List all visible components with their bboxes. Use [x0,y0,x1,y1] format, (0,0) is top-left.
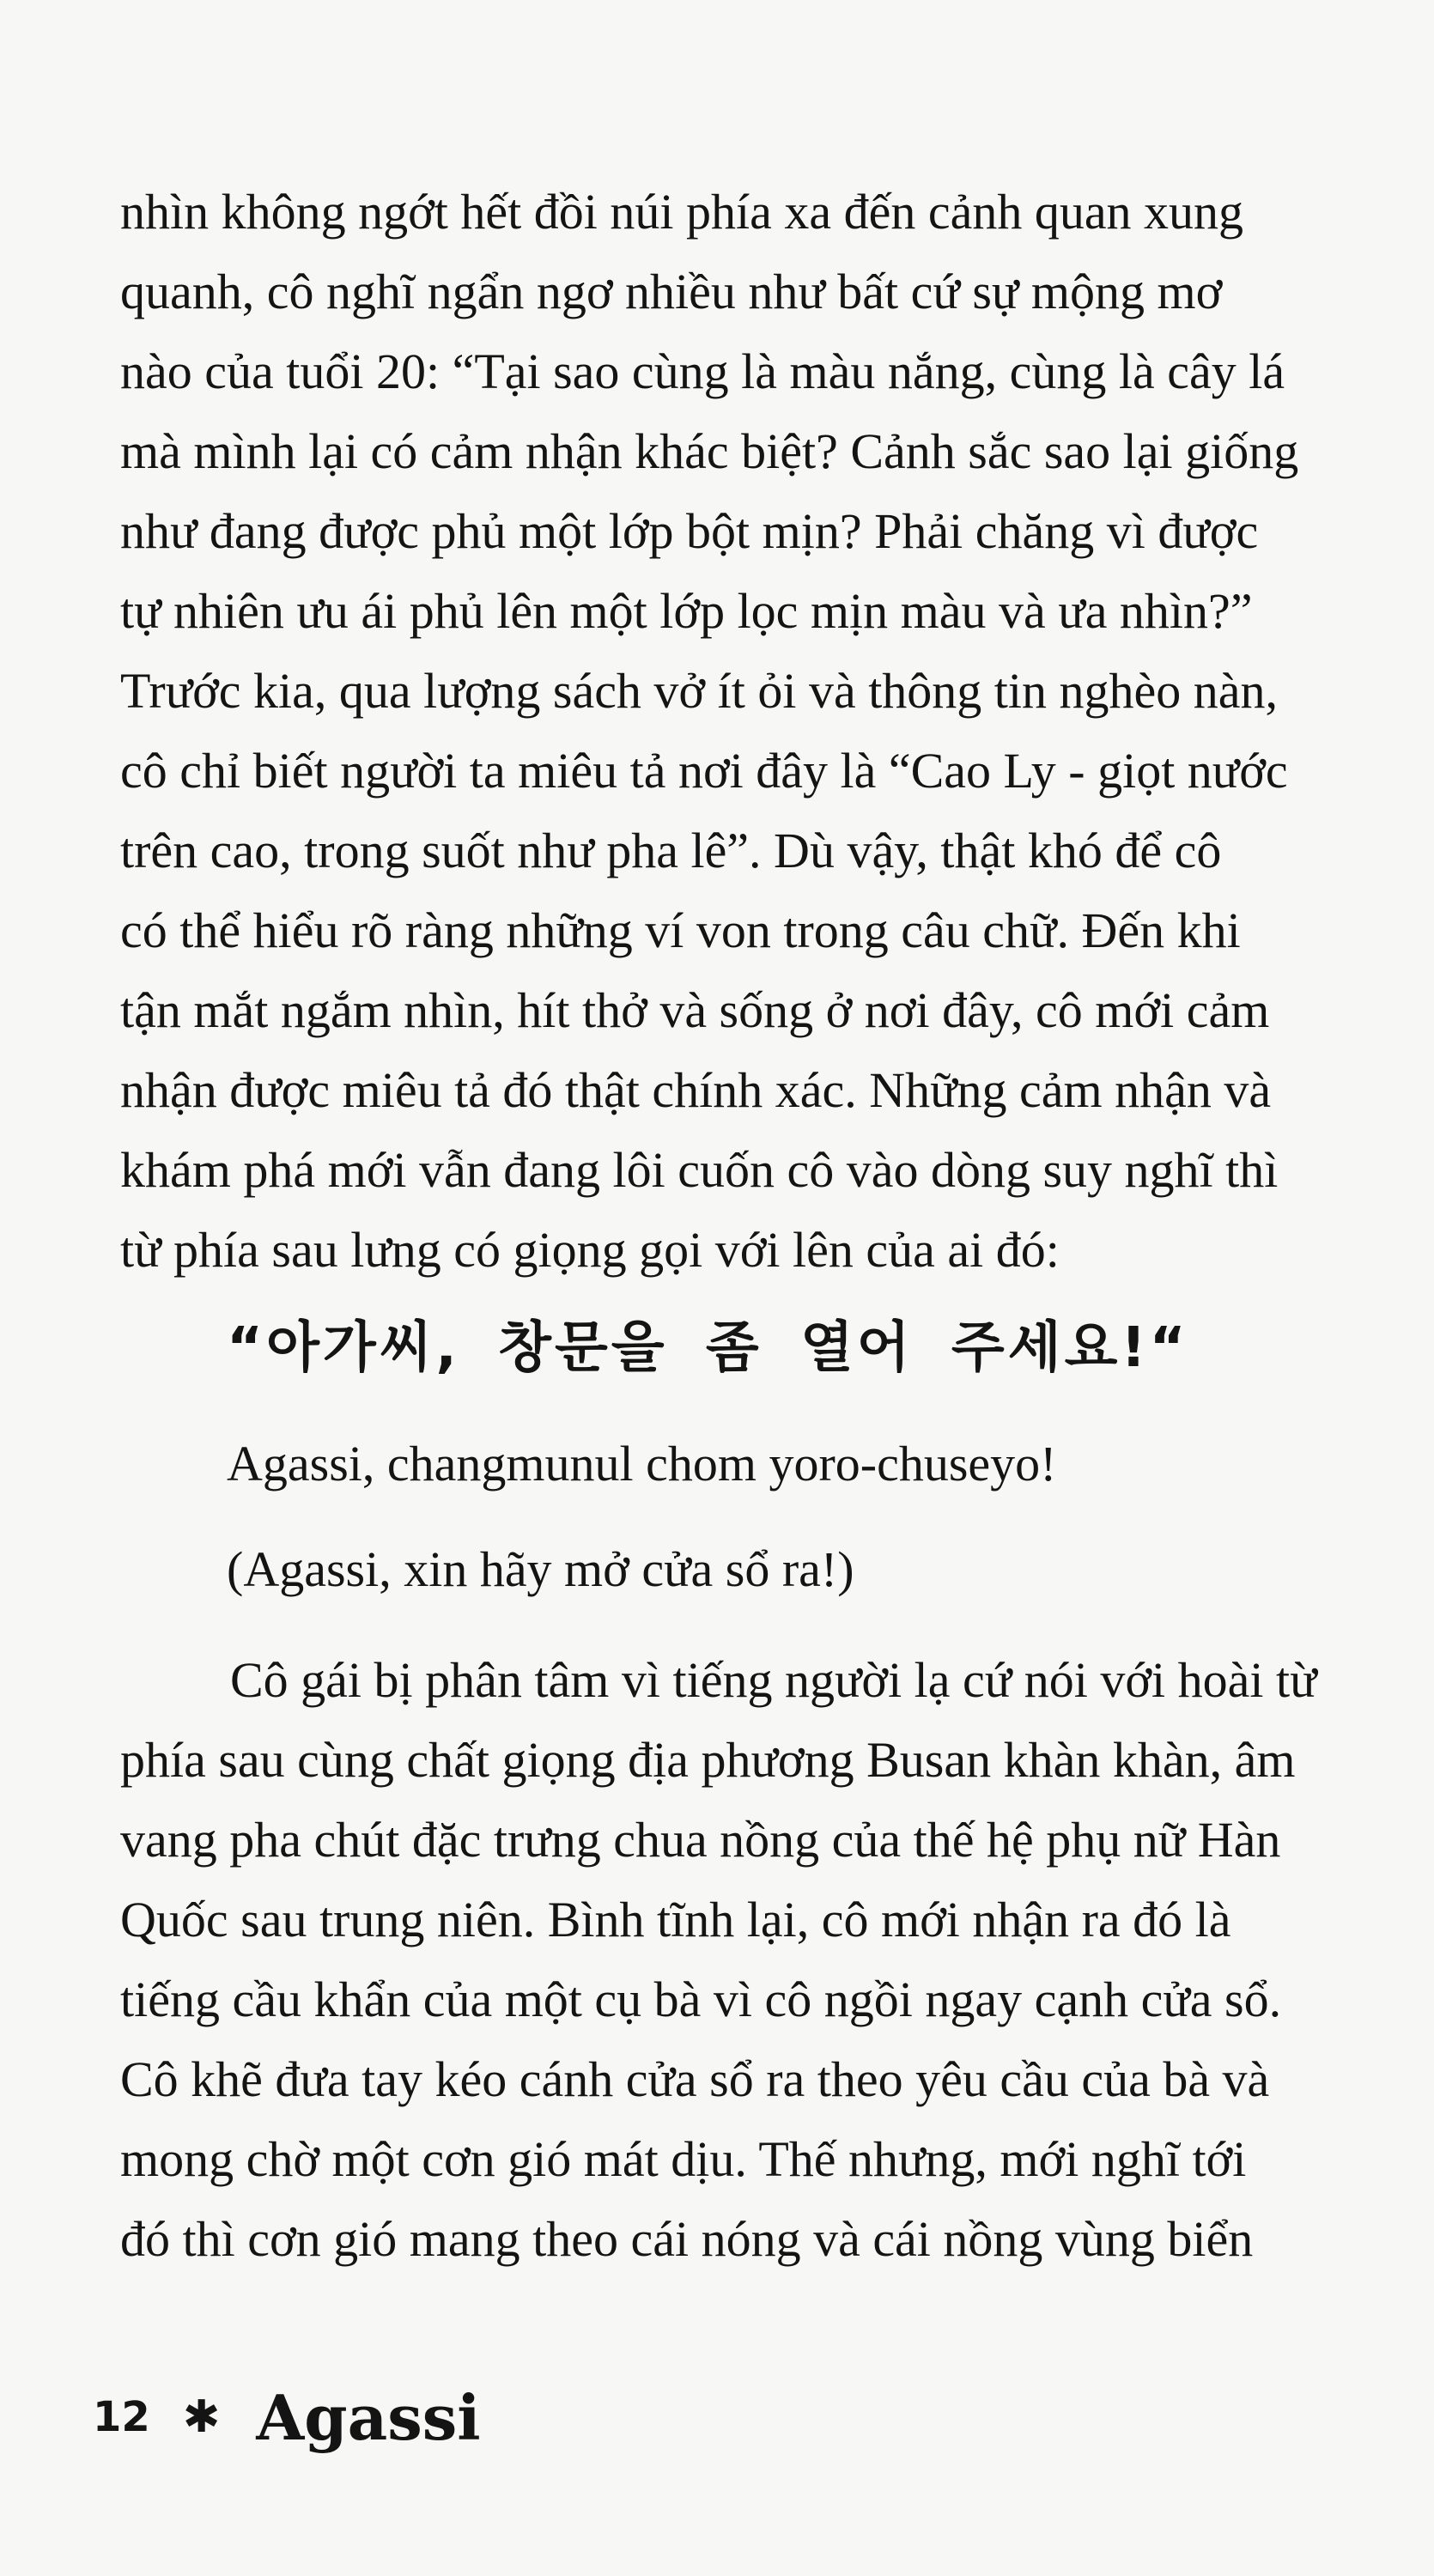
paragraph-1-line: cô chỉ biết người ta miêu tả nơi đây là “Cao Ly - giọt nước [120,743,1288,799]
korean-dialogue: “아가씨, 창문을 좀 열어 주세요!“ [227,1316,1189,1380]
paragraph-1-line: nào của tuổi 20: “Tại sao cùng là màu nắng, cùng là cây lá [120,343,1285,399]
paragraph-1-line: Trước kia, qua lượng sách vở ít ỏi và thông tin nghèo nàn, [120,663,1279,719]
paragraph-1-line: quanh, cô nghĩ ngẩn ngơ nhiều như bất cứ sự mộng mơ [120,264,1223,319]
paragraph-2-line: Quốc sau trung niên. Bình tĩnh lại, cô mới nhận ra đó là [120,1892,1231,1947]
paragraph-1-line: nhìn không ngớt hết đồi núi phía xa đến cảnh quan xung [120,184,1244,240]
paragraph-1-line: trên cao, trong suốt như pha lê”. Dù vậy, thật khó để cô [120,823,1222,878]
asterisk-icon: ✱ [182,2391,221,2443]
paragraph-1 [120,172,1374,1290]
paragraph-2-line: phía sau cùng chất giọng địa phương Busan khàn khàn, âm [120,1732,1296,1788]
paragraph-1-line: tự nhiên ưu ái phủ lên một lớp lọc mịn màu và ưa nhìn?” [120,583,1253,639]
running-title: Agassi [256,2380,481,2454]
romanized-dialogue: Agassi, changmunul chom yoro-chuseyo! [227,1436,1057,1492]
paragraph-1-line: tận mắt ngắm nhìn, hít thở và sống ở nơi đây, cô mới cảm [120,982,1270,1038]
paragraph-1-line: như đang được phủ một lớp bột mịn? Phải chăng vì được [120,503,1259,559]
paragraph-1-line: từ phía sau lưng có giọng gọi với lên của ai đó: [120,1222,1060,1278]
paragraph-2-line: mong chờ một cơn gió mát dịu. Thế nhưng, mới nghĩ tới [120,2131,1247,2187]
page-footer [93,2370,481,2464]
paragraph-2 [120,1640,1374,2279]
translated-dialogue: (Agassi, xin hãy mở cửa sổ ra!) [227,1541,854,1597]
paragraph-1-line: khám phá mới vẫn đang lôi cuốn cô vào dòng suy nghĩ thì [120,1142,1279,1198]
paragraph-1-line: nhận được miêu tả đó thật chính xác. Những cảm nhận và [120,1062,1272,1118]
page-number: 12 [93,2393,150,2441]
paragraph-2-line: đó thì cơn gió mang theo cái nóng và cái nồng vùng biển [120,2211,1254,2267]
paragraph-1-line: có thể hiểu rõ ràng những ví von trong câu chữ. Đến khi [120,902,1241,958]
paragraph-2-line: vang pha chút đặc trưng chua nồng của thế hệ phụ nữ Hàn [120,1812,1281,1868]
paragraph-2-line: tiếng cầu khẩn của một cụ bà vì cô ngồi ngay cạnh cửa sổ. [120,1971,1282,2027]
paragraph-2-line: Cô gái bị phân tâm vì tiếng người lạ cứ nói với hoài từ [230,1652,1317,1708]
paragraph-2-line: Cô khẽ đưa tay kéo cánh cửa sổ ra theo yêu cầu của bà và [120,2051,1270,2107]
paragraph-1-line: mà mình lại có cảm nhận khác biệt? Cảnh sắc sao lại giống [120,423,1299,479]
